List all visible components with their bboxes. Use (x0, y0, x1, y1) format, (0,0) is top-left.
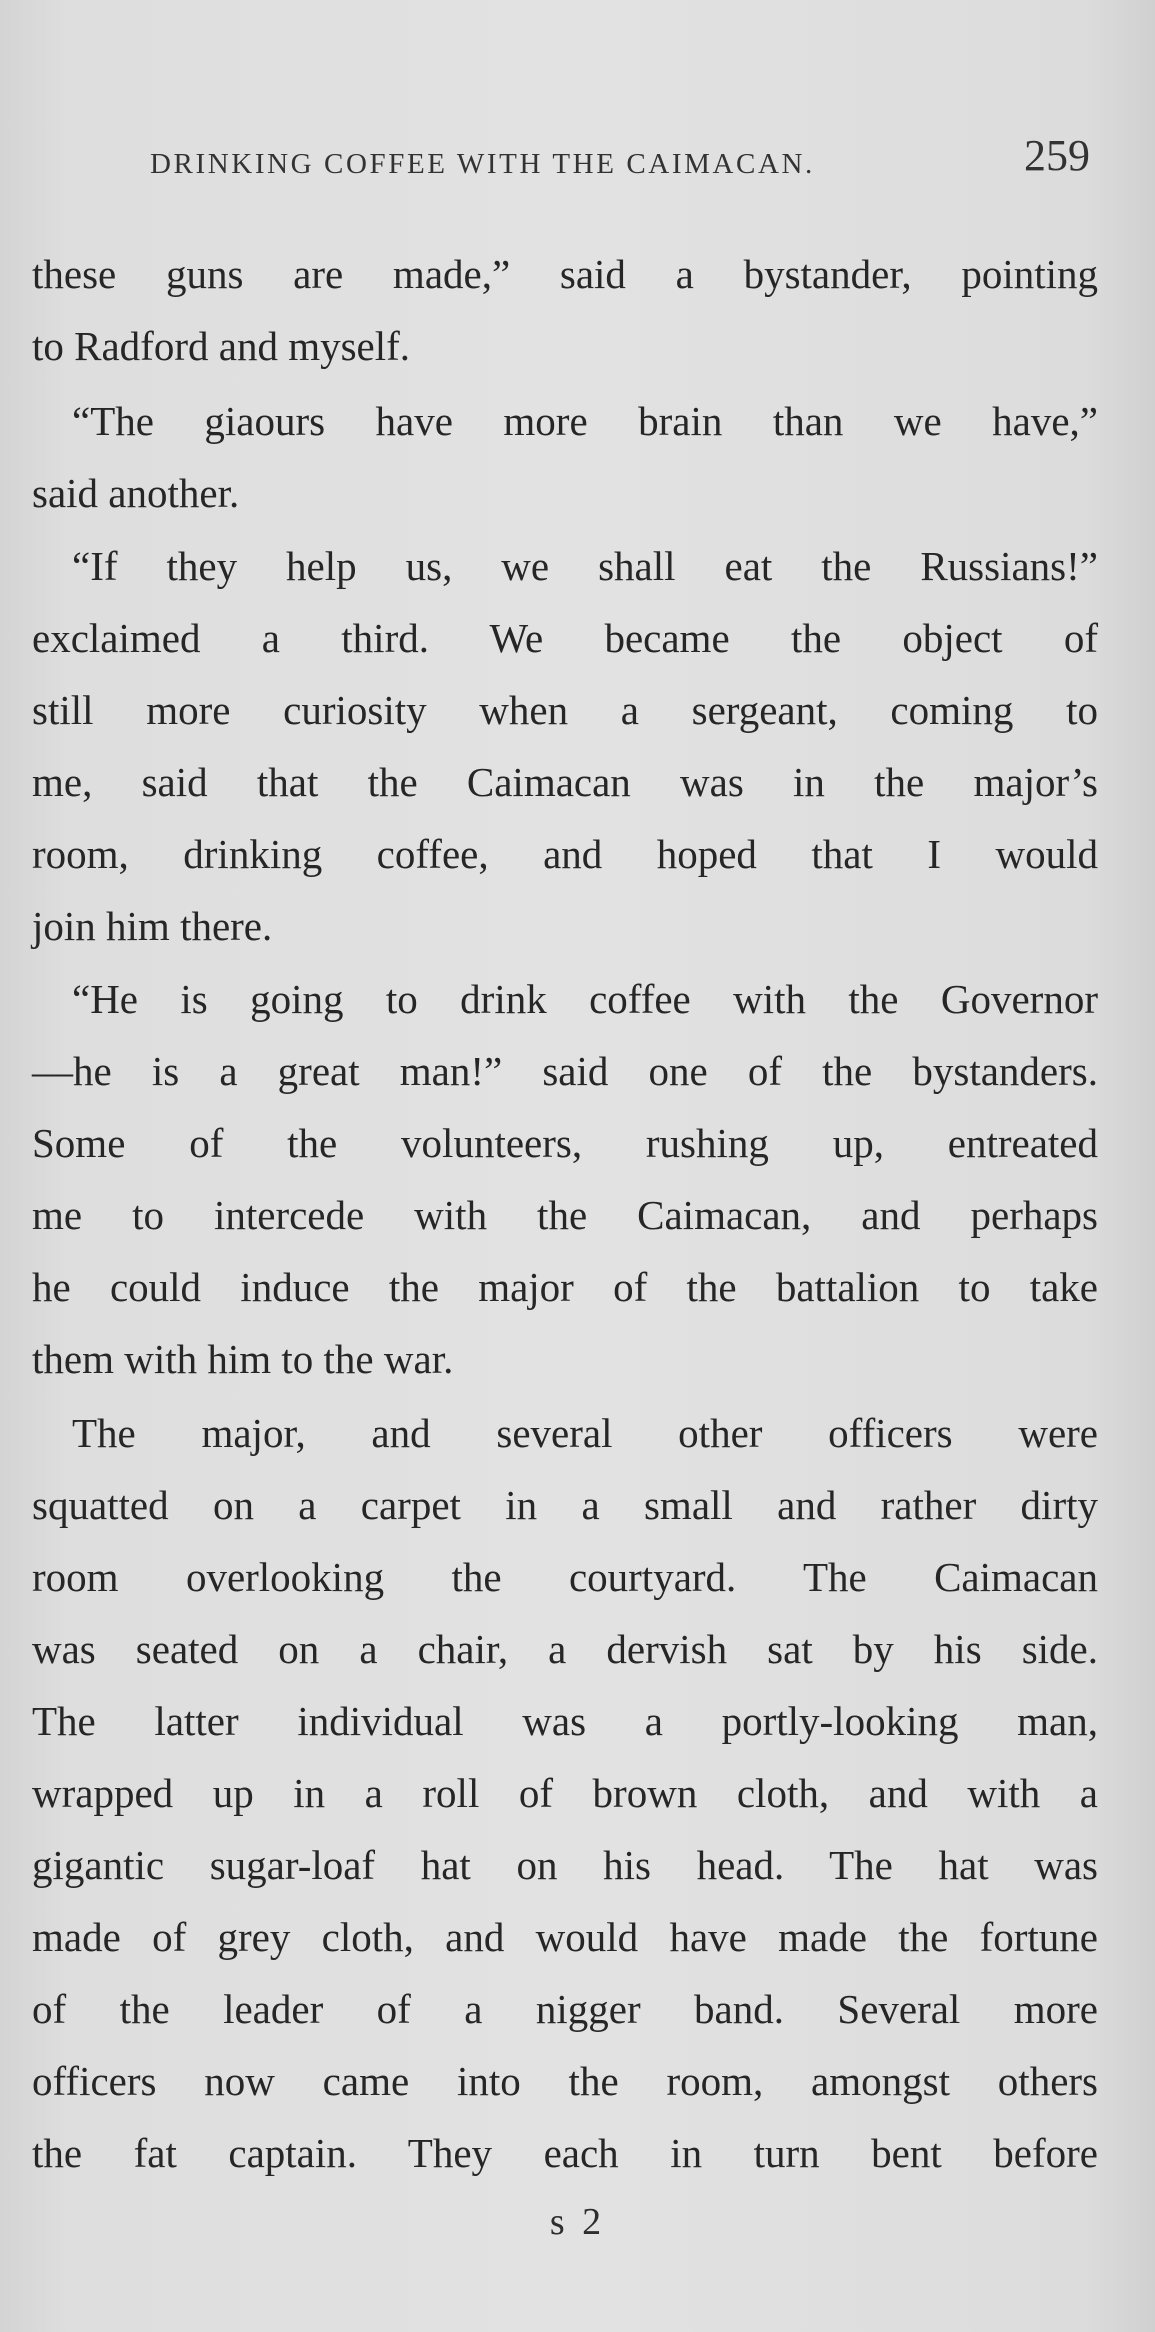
text-line: join him there. (32, 903, 273, 949)
text-line: officers now came into the room, amongst others (32, 2058, 1098, 2104)
signature-mark: s 2 (549, 2201, 606, 2243)
text-line: them with him to the war. (32, 1336, 454, 1382)
text-line: me to intercede with the Caimacan, and perhaps (32, 1192, 1098, 1238)
text-line: exclaimed a third. We became the object of (32, 615, 1098, 661)
text-line: wrapped up in a roll of brown cloth, and with a (32, 1770, 1098, 1816)
text-line: he could induce the major of the battalion to take (32, 1264, 1098, 1310)
text-line: Some of the volunteers, rushing up, entreated (32, 1120, 1098, 1166)
text-line: room, drinking coffee, and hoped that I would (32, 831, 1098, 877)
text-line: these guns are made,” said a bystander, pointing (32, 251, 1098, 297)
text-line: —he is a great man!” said one of the bystanders. (32, 1048, 1098, 1094)
text-line: of the leader of a nigger band. Several more (32, 1986, 1098, 2032)
text-line: The major, and several other officers were (72, 1410, 1098, 1456)
text-line: room overlooking the courtyard. The Caimacan (32, 1554, 1098, 1600)
text-line: squatted on a carpet in a small and rather dirty (32, 1482, 1098, 1528)
text-line: me, said that the Caimacan was in the major’s (32, 759, 1098, 805)
text-line: made of grey cloth, and would have made the fortune (32, 1914, 1098, 1960)
text-line: “If they help us, we shall eat the Russians!” (72, 543, 1098, 589)
text-line: said another. (32, 470, 240, 516)
text-line: to Radford and myself. (32, 323, 411, 369)
text-line: “He is going to drink coffee with the Governor (72, 976, 1098, 1022)
running-title: DRINKING COFFEE WITH THE CAIMACAN. (150, 148, 815, 180)
page-number: 259 (1024, 131, 1090, 180)
text-line: still more curiosity when a sergeant, coming to (32, 687, 1098, 733)
text-line: The latter individual was a portly-looking man, (32, 1698, 1098, 1744)
text-line: “The giaours have more brain than we have,” (72, 398, 1098, 444)
text-line: the fat captain. They each in turn bent before (32, 2130, 1098, 2176)
text-line: was seated on a chair, a dervish sat by his side. (32, 1626, 1098, 1672)
text-line: gigantic sugar-loaf hat on his head. The hat was (32, 1842, 1098, 1888)
